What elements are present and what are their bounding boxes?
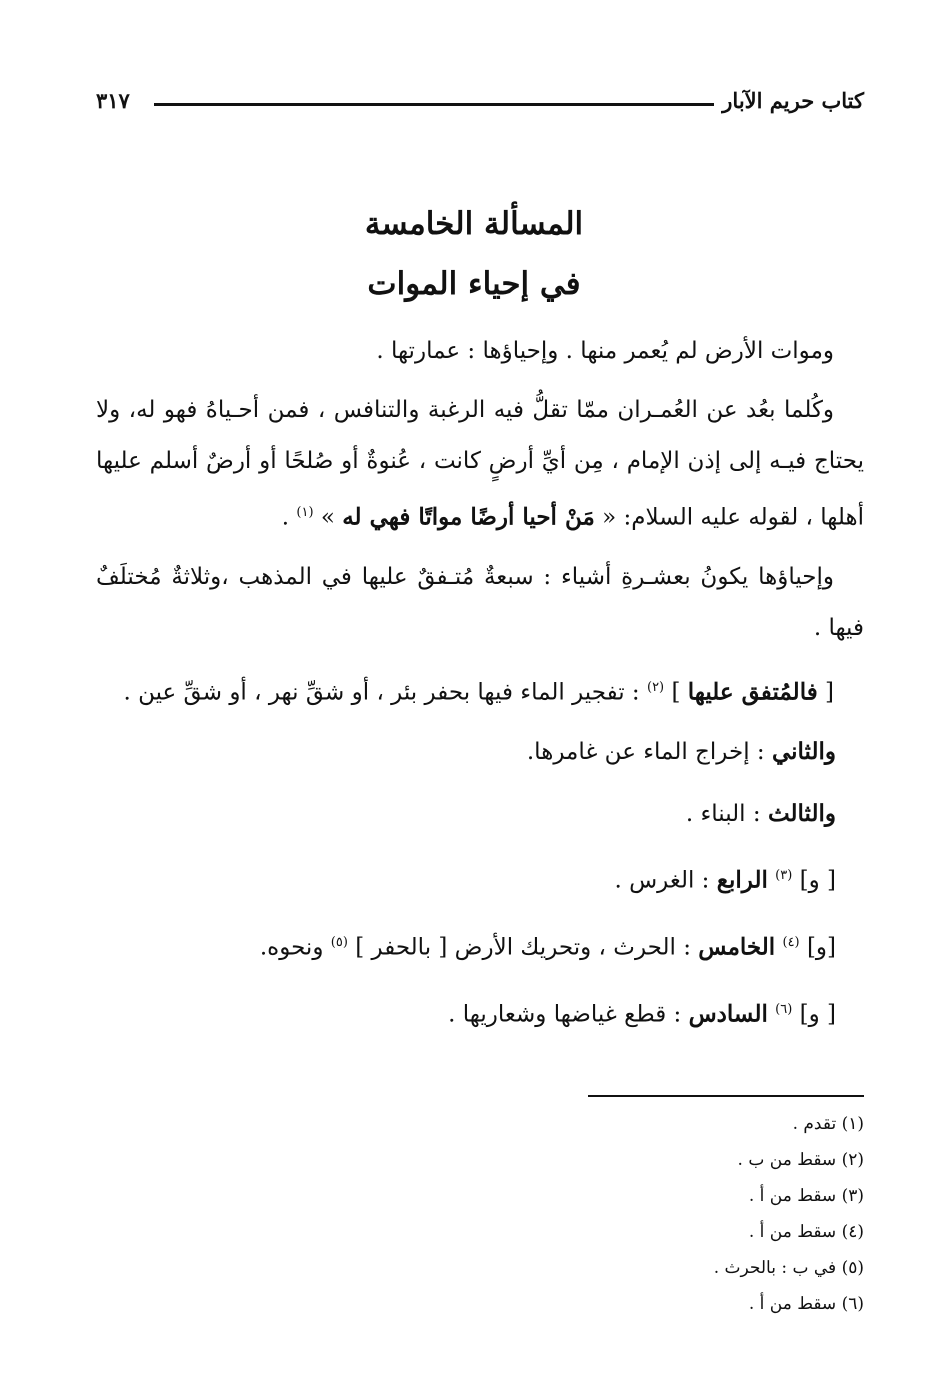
item-text: : إخراج الماء عن غامرها. (526, 739, 765, 766)
quote-close-mark: » (320, 504, 335, 531)
footnote-ref-2: (٢) (646, 679, 665, 695)
item-text: : الحرث ، وتحريك الأرض [ بالحفر ] (355, 934, 691, 961)
list-item (96, 984, 864, 1041)
paragraph-2-end: . (281, 504, 290, 531)
list-item (96, 917, 864, 974)
item-label: الخامس (698, 933, 776, 961)
paragraph-4-text: : تفجير الماء فيها بحفر بئر ، أو شقِّ نهر ، أو شقِّ عين . (123, 679, 640, 706)
item-text: : قطع غياضها وشعاريها . (448, 1001, 682, 1028)
paragraph-4 (96, 662, 864, 719)
agreed-upon-heading: فالمُتفق عليها (687, 678, 818, 706)
header-rule (154, 103, 714, 106)
item-text: : الغرس . (614, 867, 710, 894)
list-item (96, 726, 864, 778)
paragraph-1: وموات الأرض لم يُعمر منها . وإحياؤها : عمارتها . (376, 338, 834, 364)
footnote: (٤) سقط من أ . (748, 1222, 864, 1242)
footnote: (٥) في ب : بالحرث . (713, 1258, 864, 1278)
footnote-ref-3: (٣) (775, 868, 793, 884)
running-title: كتاب حريم الآبار (722, 88, 864, 113)
paragraph-2 (96, 385, 864, 544)
item-prefix: [ و] (799, 1001, 836, 1028)
list-item (96, 850, 864, 907)
footnote-ref-6: (٦) (775, 1001, 793, 1017)
item-label: السادس (688, 1000, 768, 1028)
footnote: (١) تقدم . (792, 1114, 864, 1134)
footnote-ref-4: (٤) (782, 934, 800, 950)
item-label: الرابع (716, 866, 768, 894)
chapter-subtitle: في إحياء الموات (367, 266, 581, 302)
item-prefix: [و] (806, 934, 836, 961)
item-label: والثاني (771, 738, 836, 766)
hadith-quote: مَنْ أحيا أرضًا مواتًا فهي له (342, 503, 595, 531)
bracket-open: [ (825, 679, 834, 706)
paragraph-2-text: وكُلما بعُد عن العُمـران ممّا تقلُّ فيه الرغبة والتنافس ، فمن أحـياهُ فهو له، ولا يحتاج فيـه إلى إذن الإمام ، مِن أيِّ أرضٍ كانت ، عُنوةٌ أو صُلحًا أو أرضٌ أسلم عليها أهلها ، لقوله عليه السلام: « (96, 397, 864, 531)
paragraph-3: وإحياؤها يكونُ بعشـرةِ أشياء : سبعةٌ مُتـفقٌ عليها في المذهب ،وثلاثةٌ مُختلَفٌ فيها . (96, 563, 864, 641)
main-text (96, 326, 864, 1050)
item-prefix: [ و] (799, 867, 836, 894)
page-number: ٣١٧ (96, 88, 130, 113)
footnote-separator (588, 1095, 864, 1097)
list-item (96, 788, 864, 840)
chapter-title: المسألة الخامسة (364, 206, 584, 242)
bracket-close: ] (671, 679, 681, 706)
footnote: (٣) سقط من أ . (748, 1186, 864, 1206)
item-text-continued: ونحوه. (259, 934, 324, 961)
footnote-ref-5: (٥) (330, 934, 348, 950)
footnotes (464, 1106, 864, 1322)
footnote: (٢) سقط من ب . (737, 1150, 864, 1170)
item-label: والثالث (767, 800, 836, 828)
running-header (96, 86, 864, 120)
footnote-ref-1: (١) (296, 505, 314, 520)
footnote: (٦) سقط من أ . (748, 1294, 864, 1314)
item-text: : البناء . (685, 801, 761, 828)
